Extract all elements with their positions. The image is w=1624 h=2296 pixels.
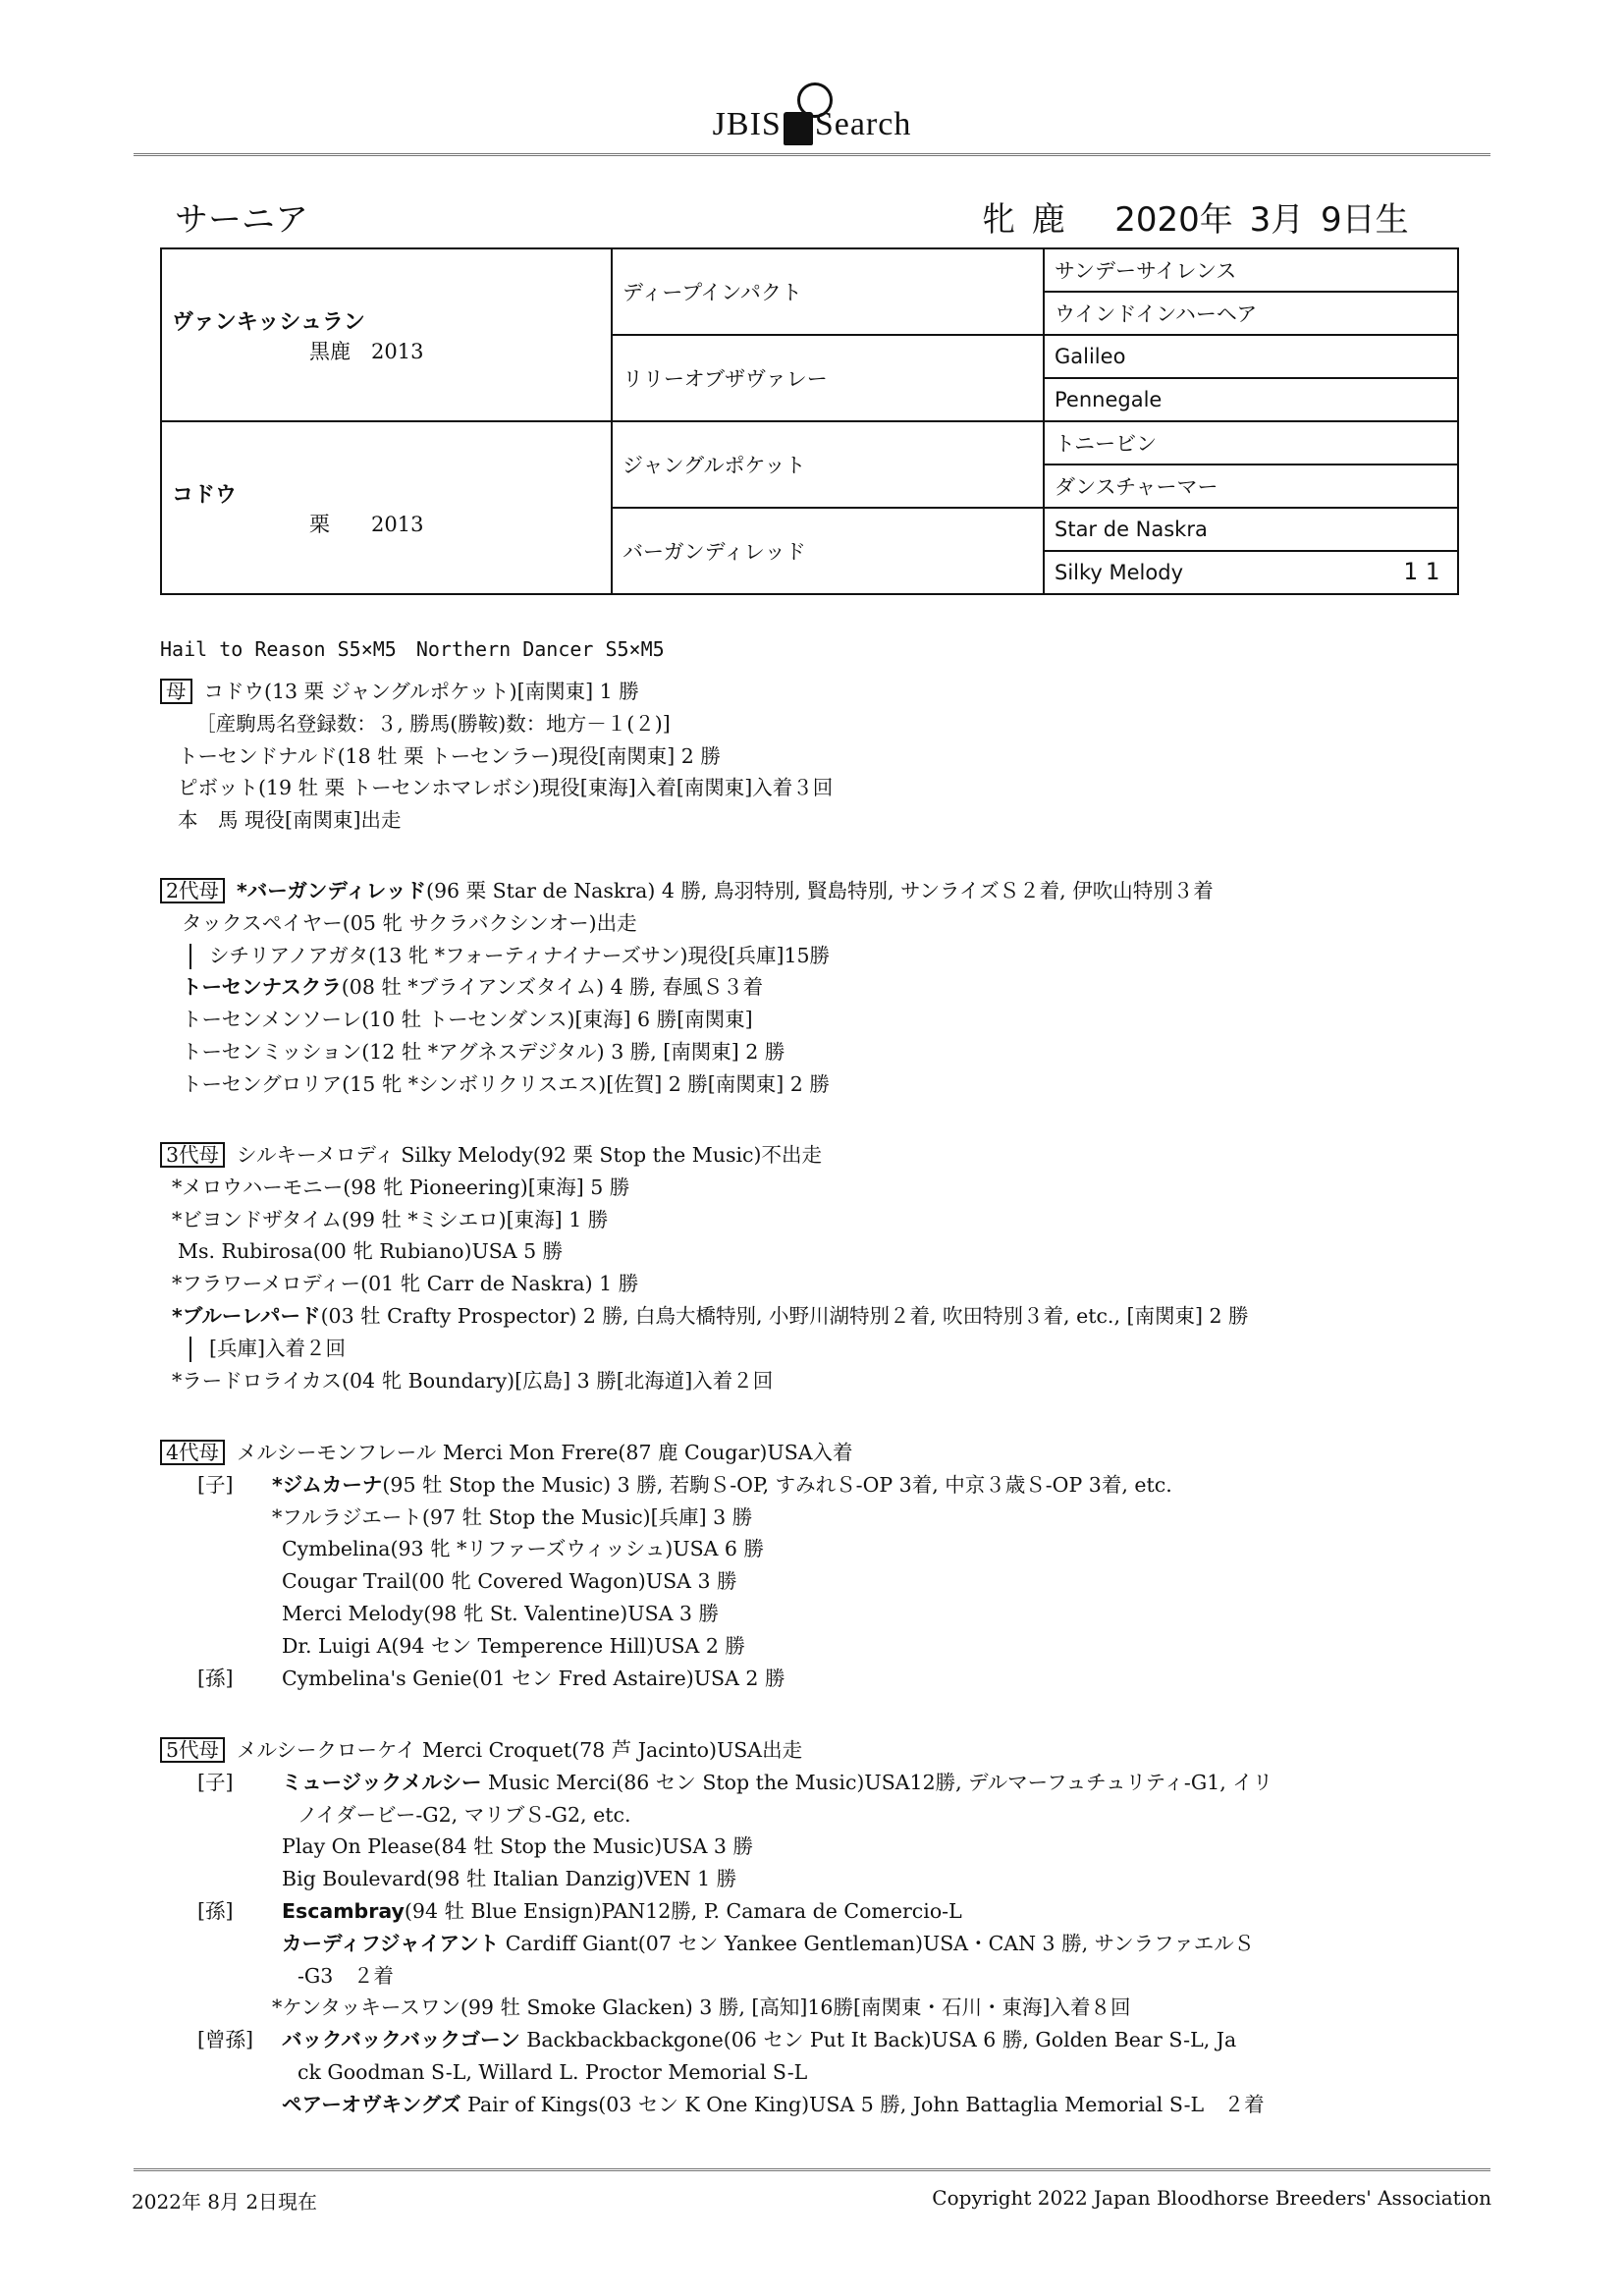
- record-line: Ms. Rubirosa(00 牝 Rubiano)USA 5 勝: [178, 1239, 564, 1264]
- gen-tag: 3代母: [160, 1142, 225, 1168]
- record-line: (94 牡 Blue Ensign)PAN12勝, P. Camara de Comercio-L: [404, 1898, 962, 1923]
- record-line: ノイダービー-G2, マリブＳ-G2, etc.: [298, 1802, 631, 1827]
- report-date: 2022年 8月 2日現在: [132, 2190, 318, 2214]
- record-line: ck Goodman S-L, Willard L. Proctor Memorial S-L: [298, 2059, 808, 2084]
- record-line: トーセンミッション(12 牡 *アグネスデジタル) 3 勝, [南関東] 2 勝: [182, 1039, 785, 1064]
- relation-label: [子]: [197, 1770, 234, 1794]
- pedigree-sire-sire: ディープインパクト: [612, 248, 1044, 335]
- pedigree-dam-sire: ジャングルポケット: [612, 421, 1044, 508]
- record-line: トーセングロリア(15 牝 *シンボリクリスエス)[佐賀] 2 勝[南関東] 2 勝: [182, 1071, 830, 1096]
- record-line: (03 牡 Crafty Prospector) 2 勝, 白鳥大橋特別, 小野川湖特別２着, 吹田特別３着, etc., [南関東] 2 勝: [320, 1303, 1249, 1328]
- site-logo: [0, 106, 1624, 143]
- pedigree-gen3-cell: Star de Naskra: [1044, 508, 1458, 551]
- pedigree-dam: [161, 421, 612, 594]
- record-line: Pair of Kings(03 セン K One King)USA 5 勝, John Battaglia Memorial S-L ２着: [460, 2092, 1265, 2116]
- indent-bar: [189, 1337, 191, 1362]
- record-line: Cougar Trail(00 牝 Covered Wagon)USA 3 勝: [282, 1569, 737, 1594]
- record-line: (95 牡 Stop the Music) 3 勝, 若駒Ｓ-OP, すみれＳ-OP 3着, 中京３歳Ｓ-OP 3着, etc.: [382, 1472, 1172, 1497]
- gen-tag: 2代母: [160, 878, 225, 903]
- pedigree-gen3-cell: トニービン: [1044, 421, 1458, 465]
- record-line: *ケンタッキースワン(99 牡 Smoke Glacken) 3 勝, [高知]16勝[南関東・石川・東海]入着８回: [272, 1995, 1131, 2020]
- record-line: Backbackbackgone(06 セン Put It Back)USA 6 勝, Golden Bear S-L, Ja: [519, 2028, 1237, 2052]
- relation-label: [曾孫]: [197, 2028, 253, 2052]
- record-name-bold: *ブルーレパード: [172, 1303, 321, 1328]
- record-line: コドウ(13 栗 ジャングルポケット)[南関東] 1 勝: [203, 680, 639, 703]
- record-line: Play On Please(84 牡 Stop the Music)USA 3 勝: [282, 1834, 753, 1859]
- record-line: (96 栗 Star de Naskra) 4 勝, 鳥羽特別, 賢島特別, サンライズＳ２着, 伊吹山特別３着: [426, 879, 1214, 902]
- record-line: トーセンメンソーレ(10 牡 トーセンダンス)[東海] 6 勝[南関東]: [182, 1008, 753, 1032]
- pedigree-sire: [161, 248, 612, 421]
- fourth-dam-section: [160, 1437, 1172, 1694]
- dam-section: [160, 676, 833, 837]
- pedigree-gen3-cell: ダンスチャーマー: [1044, 465, 1458, 508]
- indent-bar: [189, 944, 191, 969]
- record-line: ［産駒馬名登録数：３, 勝馬(勝鞍)数：地方－１(２)]: [186, 711, 671, 736]
- footer-rule: [134, 2168, 1490, 2171]
- pedigree-gen3-cell: [1044, 551, 1458, 594]
- record-name-bold: *バーガンディレッド: [237, 879, 427, 902]
- record-line: *ビヨンドザタイム(99 牡 *ミシエロ)[東海] 1 勝: [172, 1207, 609, 1231]
- record-line: Big Boulevard(98 牡 Italian Danzig)VEN 1 勝: [282, 1867, 737, 1891]
- relation-label: [孫]: [197, 1666, 234, 1690]
- record-line: Dr. Luigi A(94 セン Temperence Hill)USA 2 勝: [282, 1633, 745, 1658]
- record-line: メルシークローケイ Merci Croquet(78 芦 Jacinto)USA出走: [237, 1738, 803, 1762]
- horse-title-row: [175, 192, 1409, 242]
- record-line: タックスペイヤー(05 牝 サクラバクシンオー)出走: [182, 910, 637, 935]
- dam-detail: 栗 2013: [309, 512, 424, 536]
- record-name-bold: バックバックバックゴーン: [282, 2028, 520, 2052]
- gen-tag: 母: [160, 679, 192, 704]
- record-line: シチリアノアガタ(13 牝 *フォーティナイナーズサン)現役[兵庫]15勝: [209, 943, 831, 967]
- record-line: 本 馬 現役[南関東]出走: [178, 808, 402, 833]
- record-line: *ラードロライカス(04 牝 Boundary)[広島] 3 勝[北海道]入着２回: [172, 1368, 774, 1393]
- horse-birth: 2020年 3月 9日生: [1114, 200, 1409, 240]
- second-dam-section: [160, 875, 1214, 1101]
- record-line: Cymbelina's Genie(01 セン Fred Astaire)USA 2 勝: [282, 1666, 785, 1690]
- pedigree-table: [160, 247, 1459, 595]
- pedigree-dam-dam: バーガンディレッド: [612, 508, 1044, 594]
- logo-text-right: Search: [814, 106, 912, 142]
- pedigree-gen3-name: Silky Melody: [1055, 561, 1183, 584]
- record-line: ピボット(19 牡 栗 トーセンホマレボシ)現役[東海]入着[南関東]入着３回: [178, 776, 834, 800]
- pedigree-sire-dam: リリーオブザヴァレー: [612, 335, 1044, 421]
- record-line: *メロウハーモニー(98 牝 Pioneering)[東海] 5 勝: [172, 1175, 630, 1199]
- record-name-bold: ミュージックメルシー: [282, 1770, 482, 1794]
- record-line: Cardiff Giant(07 セン Yankee Gentleman)USA・CAN 3 勝, サンラファエルＳ: [499, 1931, 1255, 1955]
- record-line: Cymbelina(93 牝 *リファーズウィッシュ)USA 6 勝: [282, 1537, 764, 1561]
- header-rule: [134, 153, 1490, 156]
- logo-horse-icon: [784, 112, 813, 145]
- horse-sex-color: 牝 鹿: [982, 200, 1065, 240]
- logo-text-left: JBIS: [712, 106, 782, 142]
- record-name-bold: *ジムカーナ: [272, 1472, 383, 1497]
- pedigree-gen3-cell: サンデーサイレンス: [1044, 248, 1458, 292]
- record-line: シルキーメロディ Silky Melody(92 栗 Stop the Music)不出走: [237, 1143, 823, 1167]
- record-line: メルシーモンフレール Merci Mon Frere(87 鹿 Cougar)USA入着: [237, 1441, 853, 1464]
- horse-name: サーニア: [175, 200, 308, 240]
- record-name-bold: トーセンナスクラ: [182, 975, 342, 1000]
- record-line: Music Merci(86 セン Stop the Music)USA12勝, デルマーフュチュリティ-G1, イリ: [481, 1770, 1273, 1794]
- pedigree-gen3-cell: Pennegale: [1044, 378, 1458, 421]
- gen-tag: 5代母: [160, 1737, 225, 1763]
- record-name-bold: ペアーオヴキングズ: [282, 2092, 461, 2116]
- record-name-bold: カーディフジャイアント: [282, 1931, 500, 1955]
- record-line: [兵庫]入着２回: [209, 1336, 346, 1360]
- pedigree-gen3-cell: ウインドインハーヘア: [1044, 292, 1458, 335]
- sire-name: ヴァンキッシュラン: [172, 309, 365, 335]
- copyright: Copyright 2022 Japan Bloodhorse Breeders' Association: [932, 2186, 1491, 2210]
- record-line: (08 牡 *ブライアンズタイム) 4 勝, 春風Ｓ３着: [341, 975, 764, 1000]
- dam-name: コドウ: [172, 482, 238, 508]
- record-line: Merci Melody(98 牝 St. Valentine)USA 3 勝: [282, 1601, 719, 1625]
- third-dam-section: [160, 1139, 1249, 1396]
- family-number: 11: [1403, 558, 1447, 585]
- record-name-bold: Escambray: [282, 1898, 405, 1923]
- fifth-dam-section: [160, 1734, 1272, 2121]
- horse-meta: [982, 192, 1409, 241]
- relation-label: [孫]: [197, 1898, 234, 1923]
- gen-tag: 4代母: [160, 1440, 225, 1465]
- inbreeding-note: Hail to Reason S5×M5 Northern Dancer S5×M5: [160, 637, 665, 661]
- record-line: *フルラジエート(97 牡 Stop the Music)[兵庫] 3 勝: [272, 1504, 753, 1529]
- pedigree-gen3-cell: Galileo: [1044, 335, 1458, 378]
- sire-detail: 黒鹿 2013: [309, 339, 424, 363]
- relation-label: [子]: [197, 1472, 234, 1497]
- record-line: *フラワーメロディー(01 牝 Carr de Naskra) 1 勝: [172, 1272, 639, 1296]
- record-line: -G3 ２着: [298, 1963, 394, 1988]
- record-line: トーセンドナルド(18 牡 栗 トーセンラー)現役[南関東] 2 勝: [178, 743, 721, 768]
